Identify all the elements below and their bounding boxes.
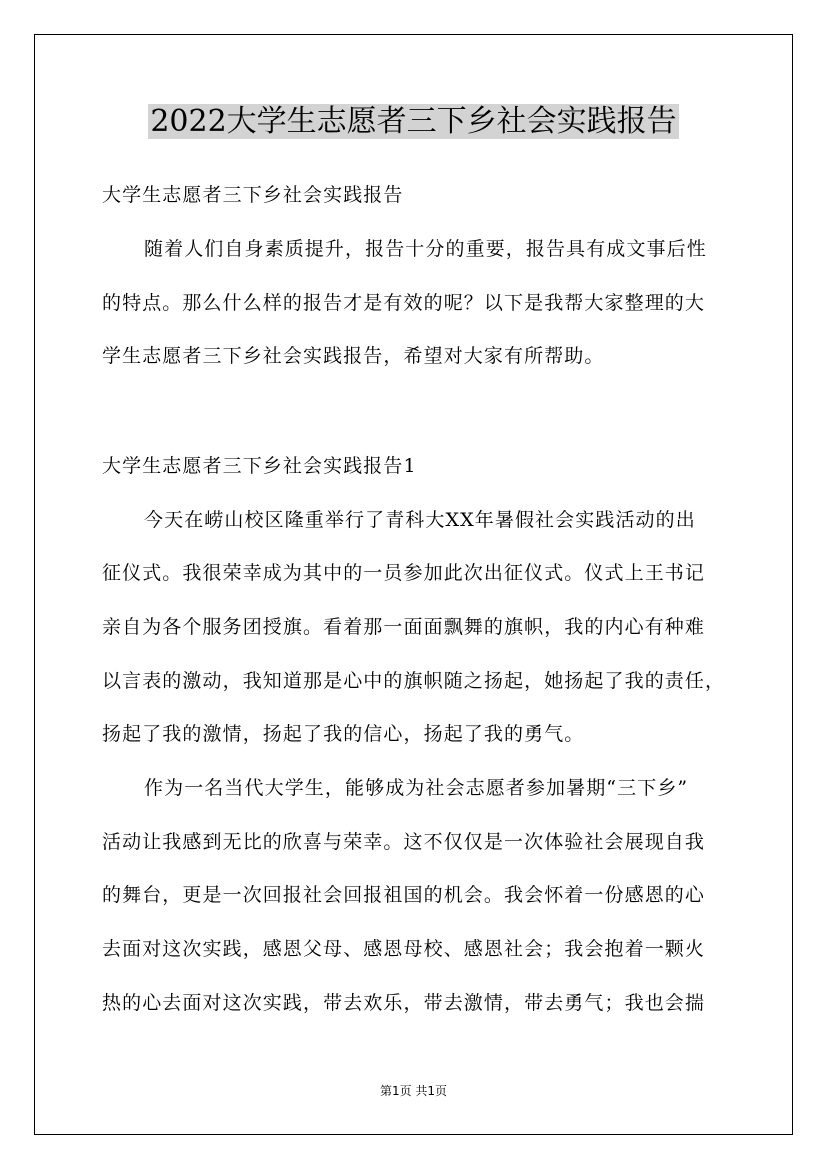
intro-line: 学生志愿者三下乡社会实践报告，希望对大家有所帮助。 [102,345,605,367]
paragraph-line: 作为一名当代大学生，能够成为社会志愿者参加暑期“三下乡” [144,777,689,799]
intro-line: 的特点。那么什么样的报告才是有效的呢？以下是我帮大家整理的大 [102,292,706,314]
paragraph-line: 亲自为各个服务团授旗。看着那一面面飘舞的旗帜，我的内心有种难 [102,616,706,638]
section-heading: 大学生志愿者三下乡社会实践报告1 [102,455,417,477]
paragraph-line: 活动让我感到无比的欣喜与荣幸。这不仅仅是一次体验社会展现自我 [102,831,706,853]
paragraph-line: 征仪式。我很荣幸成为其中的一员参加此次出征仪式。仪式上王书记 [102,562,706,584]
paragraph-line: 的舞台，更是一次回报社会回报祖国的机会。我会怀着一份感恩的心 [102,884,706,906]
page-footer: 第1页 共1页 [379,1084,448,1098]
document-subtitle: 大学生志愿者三下乡社会实践报告 [102,184,404,206]
paragraph-line: 去面对这次实践，感恩父母、感恩母校、感恩社会；我会抱着一颗火 [102,938,706,960]
document-title-text: 2022大学生志愿者三下乡社会实践报告 [150,104,677,139]
paragraph-line: 今天在崂山校区隆重举行了青科大XX年暑假社会实践活动的出 [144,509,696,531]
paragraph-line: 扬起了我的激情，扬起了我的信心，扬起了我的勇气。 [102,723,585,745]
document-title [0,102,827,142]
paragraph-line: 以言表的激动，我知道那是心中的旗帜随之扬起，她扬起了我的责任， [102,670,726,692]
paragraph-line: 热的心去面对这次实践，带去欢乐，带去激情，带去勇气；我也会揣 [102,992,706,1014]
intro-line: 随着人们自身素质提升，报告十分的重要，报告具有成文事后性 [144,238,707,260]
